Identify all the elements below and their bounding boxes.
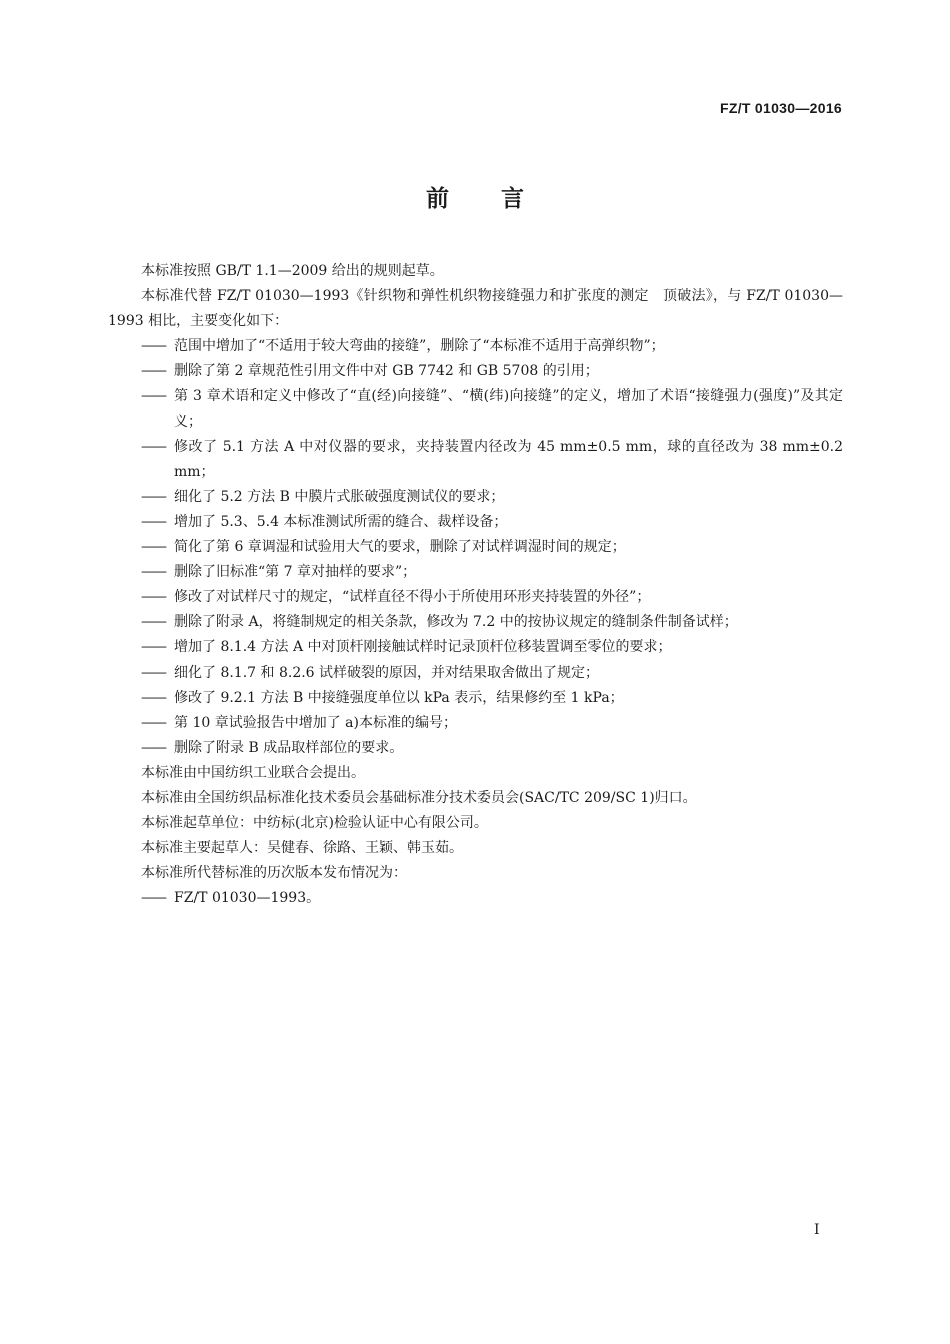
dash-marker: —— bbox=[141, 488, 165, 505]
list-item-text: 第 3 章术语和定义中修改了“直(经)向接缝”、“横(纬)向接缝”的定义，增加了术语“接缝强力(强度)”及其定义； bbox=[174, 388, 843, 430]
list-item-text: 细化了 5.2 方法 B 中膜片式胀破强度测试仪的要求； bbox=[174, 488, 505, 505]
dash-marker: —— bbox=[141, 564, 165, 581]
committee-paragraph: 本标准由全国纺织品标准化技术委员会基础标准分技术委员会(SAC/TC 209/SC 1)归口。 bbox=[141, 789, 697, 806]
list-item bbox=[108, 711, 843, 736]
history-intro-paragraph: 本标准所代替标准的历次版本发布情况为： bbox=[141, 865, 407, 882]
changes-list bbox=[108, 334, 843, 761]
document-body bbox=[108, 259, 843, 911]
list-item bbox=[108, 535, 843, 560]
dash-marker: —— bbox=[141, 639, 165, 656]
proposer-paragraph: 本标准由中国纺织工业联合会提出。 bbox=[141, 764, 365, 781]
dash-marker: —— bbox=[141, 438, 165, 455]
list-item bbox=[108, 736, 843, 761]
list-item-text: 删除了附录 A，将缝制规定的相关条款，修改为 7.2 中的按协议规定的缝制条件制备试样； bbox=[174, 614, 738, 631]
dash-marker: —— bbox=[141, 614, 165, 631]
list-item bbox=[108, 635, 843, 660]
dash-marker: —— bbox=[141, 589, 165, 606]
list-item-text: 第 10 章试验报告中增加了 a)本标准的编号； bbox=[174, 714, 457, 731]
page-number: I bbox=[814, 1222, 820, 1238]
list-item bbox=[108, 886, 843, 911]
list-item-text: FZ/T 01030—1993。 bbox=[174, 890, 321, 907]
list-item bbox=[108, 384, 843, 434]
dash-marker: —— bbox=[141, 689, 165, 706]
list-item-text: 增加了 8.1.4 方法 A 中对顶杆刚接触试样时记录顶杆位移装置调至零位的要求； bbox=[174, 639, 672, 656]
list-item bbox=[108, 560, 843, 585]
dash-marker: —— bbox=[141, 714, 165, 731]
dash-marker: —— bbox=[141, 539, 165, 556]
standard-code-header: FZ/T 01030—2016 bbox=[719, 100, 842, 116]
dash-marker: —— bbox=[141, 890, 165, 907]
list-item bbox=[108, 359, 843, 384]
list-item bbox=[108, 661, 843, 686]
list-item-text: 范围中增加了“不适用于较大弯曲的接缝”，删除了“本标准不适用于高弹织物”； bbox=[174, 338, 665, 355]
list-item-text: 增加了 5.3、5.4 本标准测试所需的缝合、裁样设备； bbox=[174, 513, 508, 530]
dash-marker: —— bbox=[141, 363, 165, 380]
list-item-text: 删除了附录 B 成品取样部位的要求。 bbox=[174, 739, 404, 756]
drafting-rule-paragraph: 本标准按照 GB/T 1.1—2009 给出的规则起草。 bbox=[141, 263, 444, 279]
page-title: 前言 bbox=[426, 185, 576, 212]
list-item bbox=[108, 510, 843, 535]
list-item bbox=[108, 686, 843, 711]
list-item-text: 细化了 8.1.7 和 8.2.6 试样破裂的原因，并对结果取舍做出了规定； bbox=[174, 664, 600, 681]
list-item bbox=[108, 435, 843, 485]
drafters-paragraph: 本标准主要起草人：吴健春、徐路、王颖、韩玉茹。 bbox=[141, 840, 463, 857]
history-list bbox=[108, 886, 843, 911]
dash-marker: —— bbox=[141, 739, 165, 756]
list-item-text: 简化了第 6 章调湿和试验用大气的要求，删除了对试样调湿时间的规定； bbox=[174, 539, 626, 556]
list-item-text: 修改了 5.1 方法 A 中对仪器的要求，夹持装置内径改为 45 mm±0.5 mm，球的直径改为 38 mm±0.2 mm； bbox=[174, 438, 843, 480]
list-item bbox=[108, 585, 843, 610]
dash-marker: —— bbox=[141, 388, 165, 405]
list-item-text: 删除了第 2 章规范性引用文件中对 GB 7742 和 GB 5708 的引用； bbox=[174, 363, 599, 380]
dash-marker: —— bbox=[141, 338, 165, 355]
dash-marker: —— bbox=[141, 513, 165, 530]
list-item-text: 修改了对试样尺寸的规定，“试样直径不得小于所使用环形夹持装置的外径”； bbox=[174, 589, 651, 606]
list-item-text: 修改了 9.2.1 方法 B 中接缝强度单位以 kPa 表示，结果修约至 1 kPa； bbox=[174, 689, 624, 706]
list-item bbox=[108, 485, 843, 510]
replacement-paragraph: 本标准代替 FZ/T 01030—1993《针织物和弹性机织物接缝强力和扩张度的测定 顶破法》，与 FZ/T 01030—1993 相比，主要变化如下： bbox=[108, 288, 843, 330]
drafting-unit-paragraph: 本标准起草单位：中纺标(北京)检验认证中心有限公司。 bbox=[141, 815, 488, 832]
list-item bbox=[108, 610, 843, 635]
dash-marker: —— bbox=[141, 664, 165, 681]
list-item-text: 删除了旧标准“第 7 章对抽样的要求”； bbox=[174, 564, 417, 581]
list-item bbox=[108, 334, 843, 359]
